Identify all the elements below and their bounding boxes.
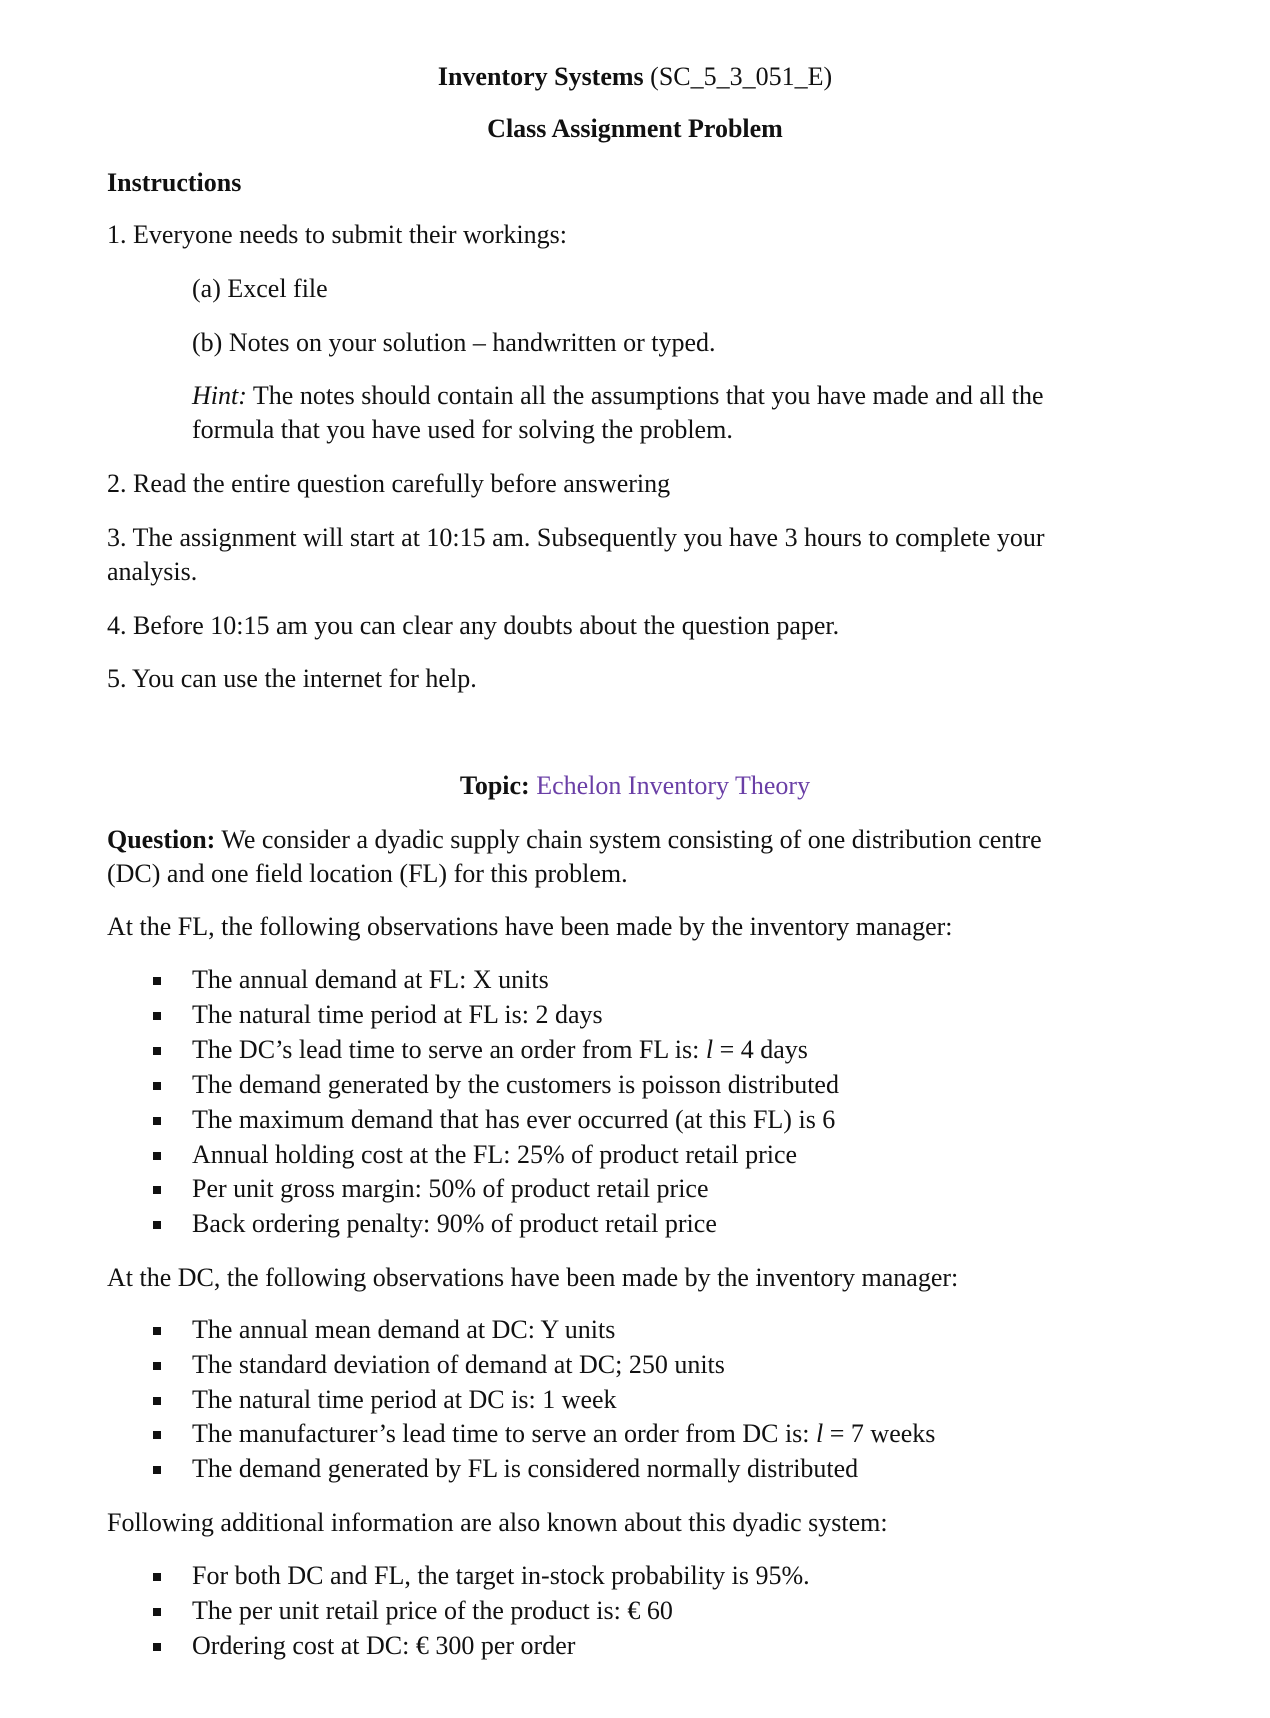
instruction-3-line-1: 3. The assignment will start at 10:15 am. Subsequently you have 3 hours to complete your (107, 523, 1045, 552)
instruction-1b: (b) Notes on your solution – handwritten or typed. (192, 328, 716, 357)
question-label: Question: (107, 825, 216, 854)
hint-text: The notes should contain all the assumptions that you have made and all the (246, 381, 1044, 410)
bullet-icon (153, 1327, 161, 1335)
extra-list-item: Ordering cost at DC: € 300 per order (192, 1631, 576, 1660)
fl-list-item: Per unit gross margin: 50% of product retail price (192, 1174, 709, 1204)
hint-line-1 (192, 379, 1044, 413)
dc-list-item: The demand generated by FL is considered normally distributed (192, 1454, 859, 1484)
title-bold: Inventory Systems (437, 62, 644, 91)
dc-list-item: The manufacturer’s lead time to serve an order from DC is: l = 7 weeks (192, 1419, 936, 1449)
dc-list-item: The annual mean demand at DC: Y units (192, 1315, 616, 1344)
bullet-icon (153, 1573, 161, 1581)
question-line-2: (DC) and one field location (FL) for this problem. (107, 859, 628, 888)
instruction-1: 1. Everyone needs to submit their workings: (107, 220, 567, 249)
extra-list-item: For both DC and FL, the target in-stock probability is 95%. (192, 1561, 810, 1590)
bullet-icon (153, 1221, 161, 1229)
hint-line-2: formula that you have used for solving the problem. (192, 415, 733, 444)
hint-label: Hint: (192, 381, 247, 410)
fl-list-item: The DC’s lead time to serve an order from FL is: l = 4 days (192, 1034, 808, 1064)
fl-list-item: The maximum demand that has ever occurred (at this FL) is 6 (192, 1104, 836, 1134)
bullet-icon (153, 1186, 161, 1194)
topic-value: Echelon Inventory Theory (536, 771, 811, 800)
bullet-icon (153, 1082, 161, 1090)
bullet-icon (153, 1608, 161, 1616)
dc-list-item: The standard deviation of demand at DC; 250 units (192, 1349, 725, 1379)
dc-intro: At the DC, the following observations have been made by the inventory manager: (107, 1263, 959, 1292)
bullet-icon (153, 1431, 161, 1439)
bullet-icon (153, 1397, 161, 1405)
fl-list-item: The annual demand at FL: X units (192, 965, 549, 994)
fl-intro: At the FL, the following observations have been made by the inventory manager: (107, 912, 953, 941)
dc-list-item: The natural time period at DC is: 1 week (192, 1384, 617, 1414)
bullet-icon (153, 977, 161, 985)
bullet-icon (153, 1362, 161, 1370)
topic-line (0, 769, 1270, 803)
instruction-5: 5. You can use the internet for help. (107, 664, 477, 693)
document-title (0, 60, 1270, 94)
bullet-icon (153, 1643, 161, 1651)
question-text: We consider a dyadic supply chain system consisting of one distribution centre (215, 825, 1042, 854)
extra-intro: Following additional information are also known about this dyadic system: (107, 1508, 888, 1537)
instruction-1a: (a) Excel file (192, 274, 328, 303)
fl-list-item: Back ordering penalty: 90% of product retail price (192, 1209, 717, 1239)
instructions-heading: Instructions (107, 168, 242, 197)
bullet-icon (153, 1466, 161, 1474)
document-subtitle: Class Assignment Problem (487, 114, 783, 143)
bullet-icon (153, 1152, 161, 1160)
instruction-4: 4. Before 10:15 am you can clear any doubts about the question paper. (107, 611, 840, 640)
question-line-1 (107, 823, 1042, 857)
bullet-icon (153, 1117, 161, 1125)
extra-list-item: The per unit retail price of the product is: € 60 (192, 1596, 673, 1625)
bullet-icon (153, 1047, 161, 1055)
course-code: (SC_5_3_051_E) (650, 62, 833, 91)
instruction-3-line-2: analysis. (107, 557, 198, 586)
fl-list-item: The demand generated by the customers is poisson distributed (192, 1069, 839, 1099)
fl-list-item: Annual holding cost at the FL: 25% of product retail price (192, 1139, 798, 1169)
fl-list-item: The natural time period at FL is: 2 days (192, 999, 603, 1029)
instruction-2: 2. Read the entire question carefully before answering (107, 469, 671, 498)
bullet-icon (153, 1012, 161, 1020)
topic-label: Topic: (459, 771, 530, 800)
